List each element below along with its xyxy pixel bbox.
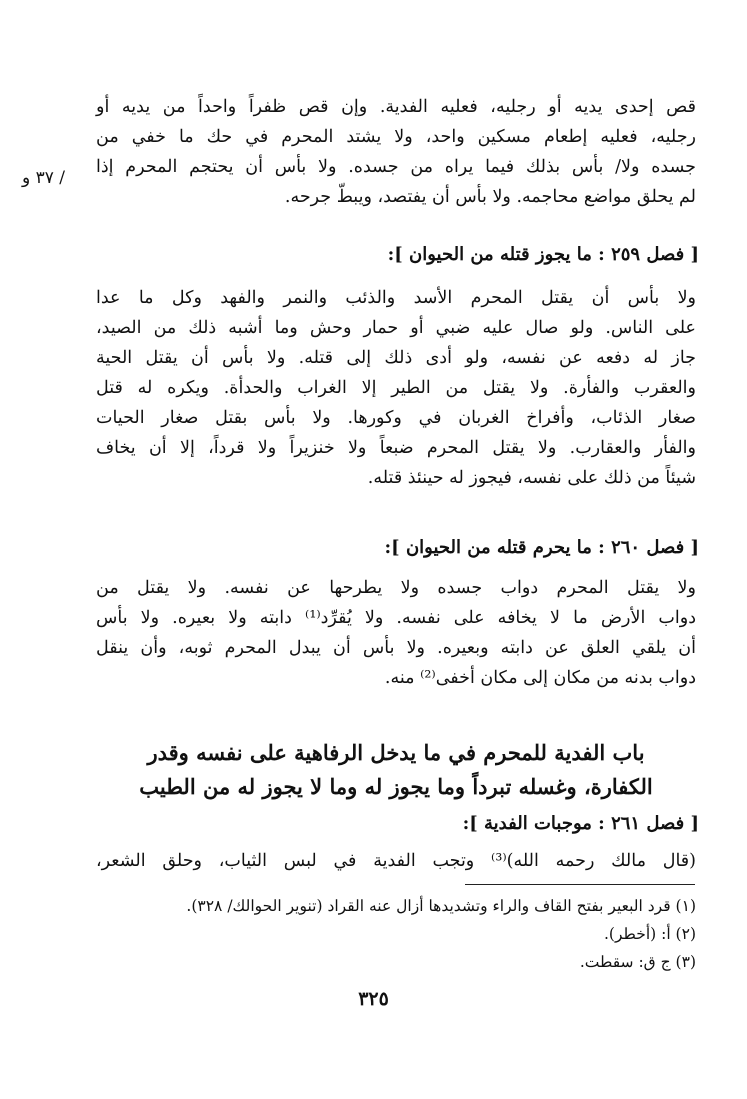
text-line: والفأر والعقارب. ولا يقتل المحرم ضبعاً ولا خنزيراً ولا قرداً، إلا أن يخاف [96,438,696,458]
footnote: (٣) ج ق: سقطت. [579,953,696,971]
text-line: شيئاً من ذلك على نفسه، فيجوز له حينئذ قتله. [367,468,696,488]
footnote: (٢) أ: (أخطر). [604,925,696,943]
paragraph-4 [96,846,696,876]
section-heading-260: [ فصل ٢٦٠ : ما يحرم قتله من الحيوان ]: [384,537,699,558]
footnotes [96,892,696,976]
paragraph-3 [96,573,696,693]
section-heading-259: [ فصل ٢٥٩ : ما يجوز قتله من الحيوان ]: [387,244,699,265]
text-line: أن يلقي العلق عن دابته وبعيره. ولا بأس أن يبدل المحرم ثوبه، وأن ينقل [96,638,696,658]
text-line: لم يحلق مواضع محاجمه. ولا بأس أن يفتصد، ويبطّ جرحه. [284,187,696,207]
text-line: قص إحدى يديه أو رجليه، فعليه الفدية. وإن قص ظفراً واحداً من يديه أو [96,97,696,117]
text-line: جاز له دفعه عن نفسه، ولو أدى ذلك إلى قتله. ولا بأس أن يقتل الحية [96,348,696,368]
text-line: ولا بأس أن يقتل المحرم الأسد والذئب والنمر والفهد وكل ما عدا [96,288,696,308]
text-line: صغار الذئاب، وأفراخ الغربان في وكورها. ولا بأس بقتل صغار الحيات [96,408,696,428]
chapter-title [96,736,696,804]
paragraph-2 [96,283,696,493]
margin-note: / ٣٧ و [22,168,66,188]
text-line: جسده ولا/ بأس بذلك فيما يراه من جسده. ولا بأس أن يحتجم المحرم إذا [96,157,696,177]
text-line: دواب الأرض ما لا يخافه على نفسه. ولا يُقرِّد⁽¹⁾ دابته ولا بعيره. ولا بأس [96,608,696,628]
page-number: ٣٢٥ [358,988,389,1010]
text-line: (قال مالك رحمه الله)⁽³⁾ وتجب الفدية في لبس الثياب، وحلق الشعر، [96,851,696,871]
chapter-title-line: الكفارة، وغسله تبرداً وما يجوز له وما لا يجوز له من الطيب [139,774,653,799]
text-line: والعقرب والفأرة. ولا يقتل من الطير إلا الغراب والحدأة. ويكره له قتل [96,378,696,398]
chapter-title-line: باب الفدية للمحرم في ما يدخل الرفاهية على نفسه وقدر [147,740,645,765]
footnote: (١) قرد البعير بفتح القاف والراء وتشديدها أزال عنه القراد (تنوير الحوالك/ ٣٢٨). [186,897,696,915]
text-line: رجليه، فعليه إطعام مسكين واحد، ولا يشتد المحرم في حك ما خفي من [96,127,696,147]
section-heading-261: [ فصل ٢٦١ : موجبات الفدية ]: [462,813,699,834]
paragraph-1 [96,92,696,212]
text-line: دواب بدنه من مكان إلى مكان أخفى⁽²⁾ منه. [384,668,696,688]
footnote-divider [465,884,695,885]
text-line: ولا يقتل المحرم دواب جسده ولا يطرحها عن نفسه. ولا يقتل من [96,578,696,598]
text-line: على الناس. ولو صال عليه ضبي أو حمار وحش وما أشبه ذلك من الصيد، [96,318,696,338]
